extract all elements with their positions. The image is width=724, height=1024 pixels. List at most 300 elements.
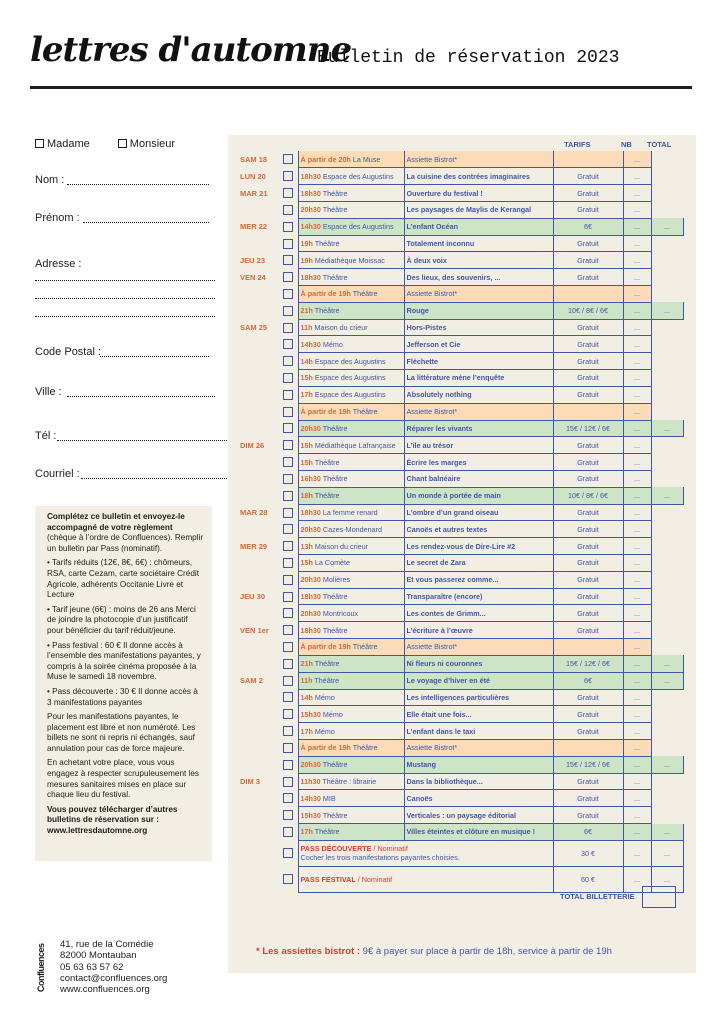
row-title: Ouverture du festival ! bbox=[404, 185, 553, 202]
row-time-place bbox=[298, 672, 404, 689]
row-tarif: Gratuit bbox=[553, 370, 623, 387]
row-time-place bbox=[298, 336, 404, 353]
schedule-row bbox=[238, 588, 683, 605]
schedule-row bbox=[238, 824, 683, 841]
confluences-logo: Confluences bbox=[36, 943, 46, 992]
checkbox-box[interactable] bbox=[283, 289, 293, 299]
checkbox-box[interactable] bbox=[283, 524, 293, 534]
row-nb[interactable]: ... bbox=[623, 605, 651, 622]
row-nb[interactable]: ... bbox=[623, 571, 651, 588]
row-checkbox[interactable] bbox=[278, 319, 298, 336]
row-checkbox[interactable] bbox=[278, 521, 298, 538]
row-title: Dans la bibliothèque... bbox=[404, 773, 553, 790]
code-postal-field[interactable] bbox=[35, 346, 215, 386]
row-place: La femme renard bbox=[322, 507, 378, 517]
schedule-row bbox=[238, 655, 683, 672]
row-place: Théâtre bbox=[322, 272, 348, 282]
row-day bbox=[238, 353, 278, 370]
row-nb[interactable]: ... bbox=[623, 336, 651, 353]
row-nb[interactable]: ... bbox=[623, 302, 651, 319]
row-nb[interactable]: ... bbox=[623, 437, 651, 454]
checkbox-box[interactable] bbox=[283, 592, 293, 602]
row-nb[interactable]: ... bbox=[623, 201, 651, 218]
row-checkbox[interactable] bbox=[278, 437, 298, 454]
schedule-row bbox=[238, 185, 683, 202]
row-checkbox[interactable] bbox=[278, 269, 298, 286]
row-checkbox[interactable] bbox=[278, 370, 298, 387]
checkbox-box[interactable] bbox=[283, 491, 293, 501]
row-checkbox[interactable] bbox=[278, 639, 298, 656]
checkbox-box[interactable] bbox=[283, 676, 293, 686]
row-day: MAR 21 bbox=[240, 188, 268, 198]
row-title: L’écriture à l’œuvre bbox=[404, 622, 553, 639]
row-checkbox[interactable] bbox=[278, 756, 298, 773]
madame-option[interactable]: Madame bbox=[35, 138, 90, 150]
row-nb[interactable]: ... bbox=[623, 168, 651, 185]
row-time-place bbox=[298, 235, 404, 252]
row-time-place bbox=[298, 655, 404, 672]
row-title: Le voyage d’hiver en été bbox=[404, 672, 553, 689]
checkbox-box[interactable] bbox=[283, 306, 293, 316]
row-place: Espace des Augustins bbox=[314, 356, 386, 366]
row-checkbox[interactable] bbox=[278, 235, 298, 252]
row-tarif: Gratuit bbox=[553, 470, 623, 487]
row-tarif: Gratuit bbox=[553, 689, 623, 706]
checkbox-box[interactable] bbox=[283, 440, 293, 450]
checkbox-box[interactable] bbox=[283, 793, 293, 803]
row-place: Théâtre bbox=[322, 423, 348, 433]
row-time-place bbox=[298, 403, 404, 420]
row-checkbox[interactable] bbox=[278, 723, 298, 740]
row-time-place bbox=[298, 756, 404, 773]
row-time-place bbox=[298, 689, 404, 706]
row-checkbox[interactable] bbox=[278, 824, 298, 841]
info-tarifs-reduits: • Tarifs réduits (12€, 8€, 6€) : chômeurs, RSA, carte Cezam, carte sociétaire Crédit Agricole, adhérents Occitanie Livre et Lecture bbox=[47, 558, 199, 600]
checkbox-box[interactable] bbox=[283, 171, 293, 181]
checkbox-box[interactable] bbox=[283, 642, 293, 652]
schedule-row bbox=[238, 773, 683, 790]
checkbox-box[interactable] bbox=[283, 323, 293, 333]
row-day bbox=[238, 706, 278, 723]
row-checkbox[interactable] bbox=[278, 706, 298, 723]
row-time: 11h bbox=[300, 323, 313, 333]
info-intro: (chèque à l’ordre de Confluences). Remplir un bulletin par Pass (nominatif). bbox=[47, 533, 204, 553]
row-place: Théâtre bbox=[314, 659, 340, 669]
row-checkbox[interactable] bbox=[278, 655, 298, 672]
row-checkbox[interactable] bbox=[278, 386, 298, 403]
row-day bbox=[238, 336, 278, 353]
row-place: MIB bbox=[322, 793, 336, 803]
row-tarif bbox=[553, 151, 623, 168]
row-checkbox[interactable] bbox=[278, 790, 298, 807]
pass-total[interactable]: ... bbox=[651, 866, 683, 892]
schedule-row bbox=[238, 370, 683, 387]
checkbox-box[interactable] bbox=[283, 474, 293, 484]
row-title: Elle était une fois... bbox=[404, 706, 553, 723]
row-place: La Muse bbox=[352, 154, 381, 164]
row-time-place bbox=[298, 319, 404, 336]
row-tarif: Gratuit bbox=[553, 454, 623, 471]
row-title: La littérature mène l’enquête bbox=[404, 370, 553, 387]
row-nb[interactable]: ... bbox=[623, 319, 651, 336]
row-time: 18h bbox=[300, 491, 313, 501]
checkbox-box[interactable] bbox=[283, 339, 293, 349]
row-checkbox[interactable] bbox=[278, 201, 298, 218]
row-checkbox[interactable] bbox=[278, 588, 298, 605]
row-day bbox=[238, 386, 278, 403]
row-day bbox=[238, 689, 278, 706]
address-line: 05 63 63 57 62 bbox=[60, 961, 124, 973]
row-checkbox[interactable] bbox=[278, 689, 298, 706]
row-nb[interactable]: ... bbox=[623, 521, 651, 538]
row-total[interactable]: ... bbox=[651, 420, 683, 437]
row-time: 20h30 bbox=[300, 205, 321, 215]
row-place: Montricoux bbox=[322, 608, 359, 618]
row-place: Théâtre bbox=[352, 407, 378, 417]
row-tarif: 15€ / 12€ / 6€ bbox=[553, 655, 623, 672]
row-day bbox=[238, 790, 278, 807]
schedule-row bbox=[238, 269, 683, 286]
pass-name: PASS FESTIVAL bbox=[300, 874, 356, 884]
row-checkbox[interactable] bbox=[278, 336, 298, 353]
monsieur-option[interactable]: Monsieur bbox=[118, 138, 175, 150]
row-checkbox[interactable] bbox=[278, 286, 298, 303]
row-nb[interactable]: ... bbox=[623, 353, 651, 370]
row-tarif: Gratuit bbox=[553, 555, 623, 572]
pass-nb[interactable]: ... bbox=[623, 840, 651, 866]
checkbox-box[interactable] bbox=[283, 373, 293, 383]
row-nb[interactable]: ... bbox=[623, 689, 651, 706]
row-place: Théâtre bbox=[314, 676, 340, 686]
checkbox-box[interactable] bbox=[283, 541, 293, 551]
info-intro-bold: Complétez ce bulletin et envoyez-le accompagné de votre règlement bbox=[47, 512, 185, 532]
nom-field[interactable] bbox=[35, 174, 215, 212]
row-checkbox[interactable] bbox=[278, 470, 298, 487]
row-checkbox[interactable] bbox=[278, 487, 298, 504]
checkbox-box[interactable] bbox=[283, 508, 293, 518]
row-nb[interactable]: ... bbox=[623, 706, 651, 723]
row-nb[interactable]: ... bbox=[623, 773, 651, 790]
courriel-label: Courriel : bbox=[35, 468, 80, 480]
checkbox-box[interactable] bbox=[283, 407, 293, 417]
row-checkbox[interactable] bbox=[278, 252, 298, 269]
row-tarif: Gratuit bbox=[553, 386, 623, 403]
row-total[interactable]: ... bbox=[651, 672, 683, 689]
pass-checkbox[interactable] bbox=[278, 866, 298, 892]
row-nb[interactable]: ... bbox=[623, 185, 651, 202]
row-place: Théâtre bbox=[314, 491, 340, 501]
row-nb[interactable]: ... bbox=[623, 588, 651, 605]
row-checkbox[interactable] bbox=[278, 403, 298, 420]
row-nb[interactable]: ... bbox=[623, 723, 651, 740]
row-day bbox=[238, 470, 278, 487]
row-tarif: Gratuit bbox=[553, 807, 623, 824]
row-checkbox[interactable] bbox=[278, 504, 298, 521]
row-time-place bbox=[298, 739, 404, 756]
checkbox-box[interactable] bbox=[283, 692, 293, 702]
checkbox-box[interactable] bbox=[283, 575, 293, 585]
checkbox-box[interactable] bbox=[283, 625, 293, 635]
row-time: 21h bbox=[300, 659, 313, 669]
checkbox-box[interactable] bbox=[283, 188, 293, 198]
pass-total[interactable]: ... bbox=[651, 840, 683, 866]
row-nb[interactable]: ... bbox=[623, 756, 651, 773]
checkbox-box[interactable] bbox=[283, 205, 293, 215]
row-place: Espace des Augustins bbox=[314, 390, 386, 400]
header-total: TOTAL bbox=[647, 140, 672, 149]
row-nb[interactable]: ... bbox=[623, 470, 651, 487]
row-tarif: Gratuit bbox=[553, 773, 623, 790]
schedule-row bbox=[238, 487, 683, 504]
address-website[interactable]: www.confluences.org bbox=[60, 984, 150, 996]
checkbox-box[interactable] bbox=[283, 356, 293, 366]
row-checkbox[interactable] bbox=[278, 773, 298, 790]
row-title: Les contes de Grimm... bbox=[404, 605, 553, 622]
row-time: À partir de 19h bbox=[300, 289, 351, 299]
monsieur-checkbox[interactable] bbox=[118, 139, 127, 148]
row-day bbox=[238, 235, 278, 252]
row-time-place bbox=[298, 622, 404, 639]
row-nb[interactable]: ... bbox=[623, 487, 651, 504]
row-place: Mémo bbox=[322, 339, 343, 349]
row-nb[interactable]: ... bbox=[623, 386, 651, 403]
pass-desc: Cocher les trois manifestations payantes choisies. bbox=[300, 853, 460, 863]
checkbox-box[interactable] bbox=[283, 154, 293, 164]
checkbox-box[interactable] bbox=[283, 848, 293, 858]
row-tarif: Gratuit bbox=[553, 571, 623, 588]
info-sanitaire: En achetant votre place, vous vous engagez à respecter scrupuleusement les mesures sanitaires mises en place sur chaque lieu du festival. bbox=[47, 758, 200, 800]
tel-field[interactable] bbox=[35, 430, 215, 468]
row-nb[interactable]: ... bbox=[623, 807, 651, 824]
row-place: Médiathèque Lafrançaise bbox=[314, 440, 396, 450]
schedule-row bbox=[238, 555, 683, 572]
checkbox-box[interactable] bbox=[283, 423, 293, 433]
row-time: 15h bbox=[300, 373, 313, 383]
row-checkbox[interactable] bbox=[278, 353, 298, 370]
row-title: La cuisine des contrées imaginaires bbox=[404, 168, 553, 185]
row-day bbox=[238, 302, 278, 319]
row-place: Espace des Augustins bbox=[314, 373, 386, 383]
address-email[interactable]: contact@confluences.org bbox=[60, 972, 168, 984]
row-title: Transparaître (encore) bbox=[404, 588, 553, 605]
adresse-label: Adresse : bbox=[35, 258, 82, 270]
row-time: 15h bbox=[300, 440, 313, 450]
row-time: 17h bbox=[300, 390, 313, 400]
row-nb[interactable]: ... bbox=[623, 235, 651, 252]
row-time: 17h bbox=[300, 827, 313, 837]
row-nb[interactable]: ... bbox=[623, 370, 651, 387]
row-tarif: 6€ bbox=[553, 218, 623, 235]
row-nb[interactable]: ... bbox=[623, 622, 651, 639]
row-title: L’ombre d’un grand oiseau bbox=[404, 504, 553, 521]
row-place: Théâtre bbox=[322, 188, 348, 198]
row-checkbox[interactable] bbox=[278, 420, 298, 437]
row-nb[interactable]: ... bbox=[623, 672, 651, 689]
checkbox-box[interactable] bbox=[283, 760, 293, 770]
row-time: 20h30 bbox=[300, 423, 321, 433]
row-total[interactable]: ... bbox=[651, 302, 683, 319]
row-total[interactable]: ... bbox=[651, 655, 683, 672]
row-place: Théâtre bbox=[322, 205, 348, 215]
row-nb[interactable]: ... bbox=[623, 655, 651, 672]
row-nb[interactable]: ... bbox=[623, 538, 651, 555]
row-place: La Comète bbox=[314, 558, 351, 568]
row-time-place bbox=[298, 504, 404, 521]
row-checkbox[interactable] bbox=[278, 605, 298, 622]
row-time: 16h30 bbox=[300, 474, 321, 484]
pass-suffix: / Nominatif bbox=[371, 844, 408, 854]
pass-suffix: / Nominatif bbox=[355, 874, 393, 884]
row-nb[interactable]: ... bbox=[623, 252, 651, 269]
row-nb[interactable]: ... bbox=[623, 286, 651, 303]
row-checkbox[interactable] bbox=[278, 807, 298, 824]
row-time-place bbox=[298, 420, 404, 437]
row-time-place bbox=[298, 269, 404, 286]
row-title: Canoës et autres textes bbox=[404, 521, 553, 538]
row-time-place bbox=[298, 185, 404, 202]
row-tarif: Gratuit bbox=[553, 504, 623, 521]
row-time: À partir de 19h bbox=[300, 642, 351, 652]
checkbox-box[interactable] bbox=[283, 608, 293, 618]
checkbox-box[interactable] bbox=[283, 222, 293, 232]
row-total[interactable]: ... bbox=[651, 218, 683, 235]
row-day bbox=[238, 420, 278, 437]
row-day bbox=[238, 723, 278, 740]
checkbox-box[interactable] bbox=[283, 239, 293, 249]
pass-label bbox=[298, 840, 553, 866]
checkbox-box[interactable] bbox=[283, 709, 293, 719]
row-checkbox[interactable] bbox=[278, 672, 298, 689]
checkbox-box[interactable] bbox=[283, 558, 293, 568]
checkbox-box[interactable] bbox=[283, 255, 293, 265]
row-place: Théâtre bbox=[314, 457, 340, 467]
row-day bbox=[238, 370, 278, 387]
adresse-field[interactable] bbox=[35, 258, 215, 346]
row-tarif: Gratuit bbox=[553, 185, 623, 202]
schedule-row bbox=[238, 151, 683, 168]
row-tarif: Gratuit bbox=[553, 319, 623, 336]
nom-label: Nom : bbox=[35, 174, 65, 186]
checkbox-box[interactable] bbox=[283, 827, 293, 837]
row-day bbox=[238, 403, 278, 420]
row-nb[interactable]: ... bbox=[623, 420, 651, 437]
row-time: 15h bbox=[300, 457, 313, 467]
row-checkbox[interactable] bbox=[278, 538, 298, 555]
checkbox-box[interactable] bbox=[283, 743, 293, 753]
checkbox-box[interactable] bbox=[283, 272, 293, 282]
checkbox-box[interactable] bbox=[283, 457, 293, 467]
checkbox-box[interactable] bbox=[283, 810, 293, 820]
row-tarif: Gratuit bbox=[553, 538, 623, 555]
schedule-row bbox=[238, 807, 683, 824]
checkbox-box[interactable] bbox=[283, 390, 293, 400]
row-time-place bbox=[298, 521, 404, 538]
row-nb[interactable]: ... bbox=[623, 151, 651, 168]
prenom-field[interactable] bbox=[35, 212, 215, 258]
row-day: DIM 3 bbox=[240, 776, 261, 786]
total-input[interactable] bbox=[642, 886, 676, 908]
checkbox-box[interactable] bbox=[283, 874, 293, 884]
row-nb[interactable]: ... bbox=[623, 269, 651, 286]
schedule-row bbox=[238, 622, 683, 639]
row-time: 18h30 bbox=[300, 625, 321, 635]
info-box bbox=[35, 506, 212, 861]
pass-nb[interactable]: ... bbox=[623, 866, 651, 892]
row-nb[interactable]: ... bbox=[623, 824, 651, 841]
row-time-place bbox=[298, 773, 404, 790]
row-time: 14h30 bbox=[300, 222, 321, 232]
row-nb[interactable]: ... bbox=[623, 739, 651, 756]
row-time: 20h30 bbox=[300, 608, 321, 618]
row-day: LUN 20 bbox=[240, 171, 266, 181]
checkbox-box[interactable] bbox=[283, 777, 293, 787]
row-checkbox[interactable] bbox=[278, 571, 298, 588]
madame-checkbox[interactable] bbox=[35, 139, 44, 148]
row-checkbox[interactable] bbox=[278, 555, 298, 572]
row-time: 15h bbox=[300, 558, 313, 568]
row-place: Mémo bbox=[314, 726, 335, 736]
row-checkbox[interactable] bbox=[278, 454, 298, 471]
row-time: À partir de 20h bbox=[300, 154, 351, 164]
pass-checkbox[interactable] bbox=[278, 840, 298, 866]
schedule-row bbox=[238, 504, 683, 521]
row-total[interactable]: ... bbox=[651, 824, 683, 841]
info-download[interactable]: Vous pouvez télécharger d’autres bulletins de réservation sur : www.lettresdautomne.org bbox=[47, 804, 178, 836]
row-checkbox[interactable] bbox=[278, 218, 298, 235]
row-nb[interactable]: ... bbox=[623, 504, 651, 521]
row-nb[interactable]: ... bbox=[623, 218, 651, 235]
row-checkbox[interactable] bbox=[278, 168, 298, 185]
row-checkbox[interactable] bbox=[278, 151, 298, 168]
row-tarif: Gratuit bbox=[553, 201, 623, 218]
checkbox-box[interactable] bbox=[283, 659, 293, 669]
row-nb[interactable]: ... bbox=[623, 454, 651, 471]
ville-label: Ville : bbox=[35, 386, 62, 398]
row-time-place bbox=[298, 252, 404, 269]
row-time: 14h bbox=[300, 356, 313, 366]
row-nb[interactable]: ... bbox=[623, 639, 651, 656]
row-day: MER 29 bbox=[240, 541, 268, 551]
row-time-place bbox=[298, 370, 404, 387]
row-place: Théâtre bbox=[314, 827, 340, 837]
row-day bbox=[238, 824, 278, 841]
row-nb[interactable]: ... bbox=[623, 790, 651, 807]
row-nb[interactable]: ... bbox=[623, 403, 651, 420]
schedule-row bbox=[238, 218, 683, 235]
row-place: Mémo bbox=[322, 709, 343, 719]
info-pass-festival: • Pass festival : 60 € Il donne accès à l’ensemble des manifestations payantes, y compris à la soirée cinéma proposée à la Muse le samedi 18 novembre. bbox=[47, 640, 201, 682]
ville-field[interactable] bbox=[35, 386, 215, 430]
row-total[interactable]: ... bbox=[651, 756, 683, 773]
row-checkbox[interactable] bbox=[278, 302, 298, 319]
row-time-place bbox=[298, 588, 404, 605]
checkbox-box[interactable] bbox=[283, 726, 293, 736]
info-placement: Pour les manifestations payantes, le placement est libre et non numéroté. Les billets ne sont ni repris ni échangés, sauf annulation pour cas de force majeure. bbox=[47, 712, 196, 753]
row-checkbox[interactable] bbox=[278, 739, 298, 756]
row-checkbox[interactable] bbox=[278, 185, 298, 202]
row-title: Réparer les vivants bbox=[404, 420, 553, 437]
schedule-row bbox=[238, 319, 683, 336]
row-nb[interactable]: ... bbox=[623, 555, 651, 572]
row-checkbox[interactable] bbox=[278, 622, 298, 639]
row-time-place bbox=[298, 605, 404, 622]
pass-price: 60 € bbox=[553, 866, 623, 892]
row-total[interactable]: ... bbox=[651, 487, 683, 504]
schedule-row bbox=[238, 639, 683, 656]
pass-row bbox=[238, 840, 683, 866]
courriel-field[interactable] bbox=[35, 468, 215, 506]
schedule-row bbox=[238, 420, 683, 437]
